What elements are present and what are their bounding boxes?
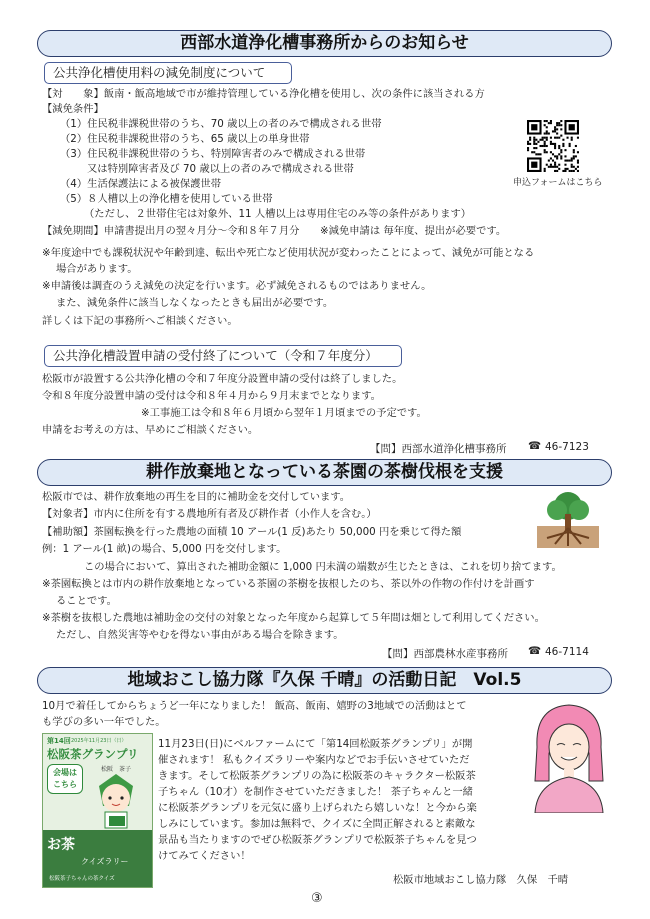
text-line: ることです。 xyxy=(56,595,117,607)
text-line: 申請をお考えの方は、早めにご相談ください。 xyxy=(42,424,259,436)
subhead-fee-reduction: 公共浄化槽使用料の減免制度について xyxy=(44,62,292,84)
text-line: 又は特別障害者及び 70 歳以上の者のみで構成される世帯 xyxy=(87,163,354,175)
phone-icon: ☎ xyxy=(528,440,542,452)
text-line: けてみてください！ xyxy=(158,850,251,862)
text-line: 例：1 アール(1 畝)の場合、5,000 円を交付します。 xyxy=(42,543,287,555)
text-line: 景品も当たりますのでぜひ松阪茶グランプリで松阪茶子ちゃんを見つ xyxy=(158,834,477,846)
text-line: しみにしています。参加は無料で、クイズに全問正解されると素敵な xyxy=(158,818,476,830)
text-line: きます。そして松阪茶グランプリの為に松阪茶のキャラクター松阪茶 xyxy=(158,770,476,782)
poster-quiz: クイズラリー xyxy=(81,857,129,866)
contact-org: 【問】西部農林水産事務所 xyxy=(382,648,508,660)
text-line: （3）住民税非課税世帯のうち、特別障害者のみで構成される世帯 xyxy=(60,148,366,160)
event-poster xyxy=(42,733,153,888)
contact-org: 【問】西部水道浄化槽事務所 xyxy=(370,443,507,455)
section-banner-diary: 地域おこし協力隊『久保 千晴』の活動日記 Vol.5 xyxy=(37,667,612,694)
text-line: （5）８人槽以上の浄化槽を使用している世帯 xyxy=(60,193,273,205)
text-line: ※工事施工は令和８年６月頃から翌年１月頃までの予定です。 xyxy=(141,407,427,419)
text-line: ただし、自然災害等やむを得ない事由がある場合を除きます。 xyxy=(56,629,344,641)
poster-bottom: 松阪茶子ちゃんの茶クイズ xyxy=(49,876,115,882)
text-line: 松阪市が設置する公共浄化槽の令和７年度分設置申請の受付は終了しました。 xyxy=(42,373,403,385)
text-line: この場合において、算出された補助金額に 1,000 円未満の端数が生じたときは、これを切り捨てます。 xyxy=(84,561,562,573)
poster-char-label: 松阪 茶子 xyxy=(101,766,132,773)
text-line: ※茶樹を抜根した農地は補助金の交付の対象となった年度から起算して５年間は畑として利用してください。 xyxy=(42,612,545,624)
text-line: 11月23日(日)にベルファームにて「第14回松阪茶グランプリ」が開 xyxy=(158,738,473,750)
contact-tel: 46-7114 xyxy=(545,646,589,658)
author-portrait-icon xyxy=(527,697,611,813)
text-line: 【対 象】飯南・飯高地域で市が維持管理している浄化槽を使用し、次の条件に該当される方 xyxy=(42,88,485,100)
text-line: （2）住民税非課税世帯のうち、65 歳以上の単身世帯 xyxy=(60,133,310,145)
text-line: 令和８年度分設置申請の受付は令和８年４月から９月末までとなります。 xyxy=(42,390,381,402)
text-line: に松阪茶グランプリを元気に盛り上げられたら嬉しいな！と今から楽 xyxy=(158,802,477,814)
text-line: 10月で着任してからちょうど一年になりました！ 飯高、飯南、嬉野の3地域での活動はとて xyxy=(42,700,467,712)
contact-tel: 46-7123 xyxy=(545,441,589,453)
text-line: 【減免期間】申請書提出月の翌々月分～令和８年７月分 ※減免申請は 毎年度、提出が必要です。 xyxy=(42,225,507,237)
text-line: も学びの多い一年でした。 xyxy=(42,716,166,728)
text-line: ※申請後は調査のうえ減免の決定を行います。必ず減免されるものではありません。 xyxy=(42,280,432,292)
text-line: 松阪市では、耕作放棄地の再生を目的に補助金を交付しています。 xyxy=(42,491,351,503)
page-number: ③ xyxy=(311,891,323,906)
text-line: 場合があります。 xyxy=(56,263,138,275)
poster-bubble: 会場は こちら xyxy=(47,764,83,794)
qr-caption: 申込フォームはこちら xyxy=(513,178,603,188)
text-line: （1）住民税非課税世帯のうち、70 歳以上の者のみで構成される世帯 xyxy=(60,118,382,130)
phone-icon: ☎ xyxy=(528,645,542,657)
tree-roots-icon xyxy=(535,488,601,554)
text-line: 【補助額】茶園転換を行った農地の面積 10 アール(1 反)あたり 50,000 円を乗じて得た額 xyxy=(42,526,462,538)
text-line: 【対象者】市内に住所を有する農地所有者及び耕作者（小作人を含む。） xyxy=(42,508,377,520)
text-line: 催されます！ 私もクイズラリーや案内などでお手伝いさせていただ xyxy=(158,754,470,766)
text-line: 詳しくは下記の事務所へご相談ください。 xyxy=(42,315,238,327)
qr-code-icon[interactable] xyxy=(527,120,579,172)
section-banner-water-office: 西部水道浄化槽事務所からのお知らせ xyxy=(37,30,612,57)
text-line: 【減免条件】 xyxy=(42,103,104,115)
poster-top: 第14回 xyxy=(47,737,71,745)
text-line: また、減免条件に該当しなくなったときも届出が必要です。 xyxy=(56,297,334,309)
text-line: （ただし、２世帯住宅は対象外、11 人槽以上は専用住宅のみ等の条件があります） xyxy=(84,208,472,220)
poster-title: 松阪茶グランプリ xyxy=(47,747,139,761)
text-line: ※茶園転換とは市内の耕作放棄地となっている茶園の茶樹を抜根したのち、茶以外の作物の作付けを計画す xyxy=(42,578,535,590)
subhead-application-end: 公共浄化槽設置申請の受付終了について（令和７年度分） xyxy=(44,345,402,367)
tea-girl-character-icon xyxy=(83,772,149,830)
poster-ocha: お茶 xyxy=(47,837,75,853)
section-banner-tea-support: 耕作放棄地となっている茶園の茶樹伐根を支援 xyxy=(37,459,612,486)
text-line: 子ちゃん（10才）を制作させていただきました！ 茶子ちゃんと一緒 xyxy=(158,786,473,798)
signature: 松阪市地域おこし協力隊 久保 千晴 xyxy=(393,874,569,886)
poster-date: 2025年11月23日（日） xyxy=(71,738,127,744)
text-line: ※年度途中でも課税状況や年齢到達、転出や死亡など使用状況が変わったことによって、減免が可能となる xyxy=(42,247,535,259)
text-line: （4）生活保護法による被保護世帯 xyxy=(60,178,222,190)
